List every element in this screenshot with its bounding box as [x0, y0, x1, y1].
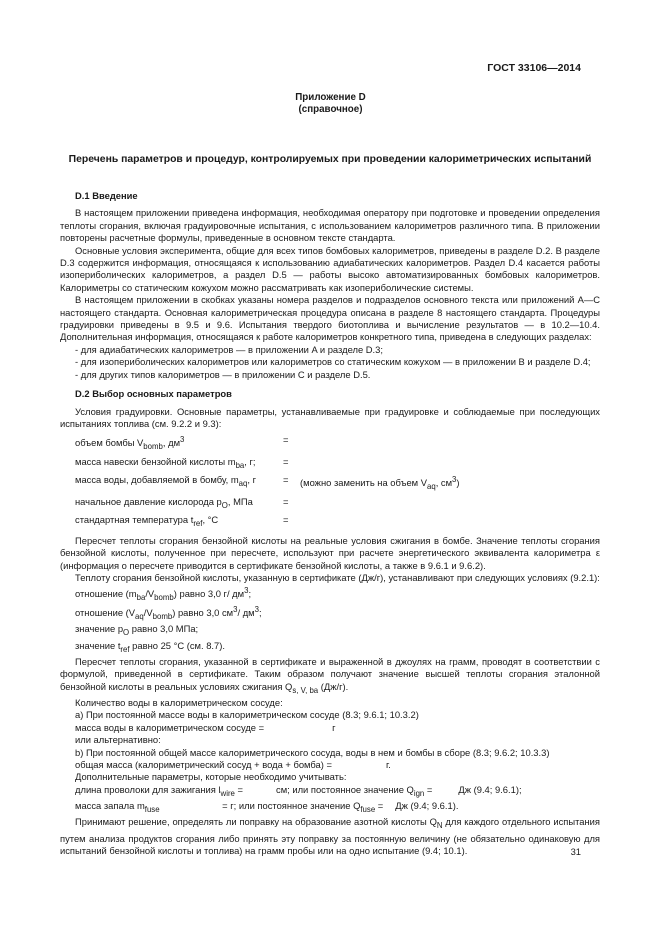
paragraph: Количество воды в калориметрическом сосуде:	[75, 697, 283, 708]
parameter-row: объем бомбы $V_{bomb}$, $дм^3$ =	[75, 434, 289, 452]
parameter-row: масса воды, добавляемой в бомбу, $m_{aq}$, г = (можно заменить на объем $V_{aq}$, $см^3$)	[75, 474, 460, 492]
paragraph: Условия градуировки. Основные параметры, устанавливаемые при градуировке и соблюдаемые при последующих испытаниях топлива (см. 9.2.2 и 9.3):	[60, 405, 600, 429]
list-item: - для адиабатических калориметров — в приложении A и разделе D.3;	[75, 343, 383, 355]
standard-id: ГОСТ 33106—2014	[487, 62, 581, 74]
list-item: - для изопериболических калориметров или калориметров со статическим кожухом — в приложении B и разделе D.4;	[75, 356, 591, 368]
section-heading-d1: D.1 Введение	[75, 190, 138, 201]
extra-params-label: Дополнительные параметры, которые необходимо учитывать:	[75, 771, 347, 783]
parameter-row: масса навески бензойной кислоты $m_{ba}$, г; =	[75, 455, 289, 470]
page-number: 31	[570, 846, 581, 857]
paragraph: Принимают решение, определять ли поправку на образование азотной кислоты $Q_N$ для каждого отдельного испытания путем анализа продуктов сгорания либо принять эту поправку за постоянную величину (не обязательно одинаковую для испытаний бензойной кислоты и топлива) на грамм пробы или на одно испытание (9.4; 10.1).	[60, 816, 600, 857]
condition-line: значение $p_O$ равно 3,0 МПа;	[75, 623, 199, 638]
option-b-mass: общая масса (калориметрический сосуд + вода + бомба) = г.	[75, 759, 391, 771]
parameter-table	[75, 433, 460, 532]
paragraph: Теплоту сгорания бензойной кислоты, указанную в сертификате (Дж/г), устанавливают при следующих условиях (9.2.1):	[75, 572, 600, 584]
annex-title: Приложение D	[295, 92, 366, 103]
parameter-row: стандартная температура $t_{ref}$, °C =	[75, 514, 289, 529]
condition-line: отношение $(V_{aq}/V_{bomb})$ равно 3,0 $см^3/$ $дм^3$;	[75, 604, 262, 621]
section-heading-d2: D.2 Выбор основных параметров	[75, 388, 232, 400]
paragraph: Основные условия эксперимента, общие для всех типов бомбовых калориметров, приведены в разделе D.2. В разделе D.3 содержится информация, относящаяся к использованию адиабатических калориметров. Раздел D.4 касается работы изопериболических калориметров, а раздел D.5 — работы высоко автоматизированных бомбовых калориметров. Калориметры со статическим кожухом можно рассматривать как изопериболические системы.	[60, 244, 600, 293]
condition-line: значение $t_{ref}$ равно 25 °C (см. 8.7).	[75, 639, 225, 654]
option-a: а) При постоянной массе воды в калориметрическом сосуде (8.3; 9.6.1; 10.3.2)	[75, 709, 419, 721]
fuse-mass-line: масса запала $m_{fuse} = г$; или постоянное значение $Q_{fuse}$ = Дж (9.4; 9.6.1).	[75, 800, 459, 814]
parameter-row: начальное давление кислорода $p_O$, МПа =	[75, 495, 289, 510]
alternative-label: или альтернативно:	[75, 734, 161, 746]
option-a-mass: масса воды в калориметрическом сосуде = г	[75, 721, 336, 733]
paragraph: Пересчет теплоты сгорания бензойной кислоты на реальные условия сжигания в бомбе. Значение теплоты сгорания бензойной кислоты, полученное при пересчете, используют при расчете энергетического эквивалента калориметра ε (информация о пересчете приводится в сертификате бензойной кислоты, а также в 9.6.1 и 9.6.2).	[60, 534, 600, 571]
list-item: - для других типов калориметров — в приложении C и разделе D.5.	[75, 368, 371, 380]
paragraph: В настоящем приложении в скобках указаны номера разделов и подразделов основного текста или приложений A—C настоящего стандарта. Основная калориметрическая процедура описана в разделе 8 настоящего стандарта. Процедуры градуировки приведены в 9.5 и 9.6. Испытания твердого биотоплива и вычисление результатов — в 10.2—10.4. Дополнительная информация, относящаяся к работе калориметров конкретного типа, приведена в следующих разделах:	[60, 294, 600, 343]
paragraph: Пересчет теплоты сгорания, указанной в сертификате и выраженной в джоулях на грамм, проводят в соответствии с формулой, приведенной в сертификате. Таким образом получают значение высшей теплоты сгорания эталонной бензойной кислоты в реальных условиях сжигания $Q_{s, V, ba}$ (Дж/г).	[60, 655, 600, 695]
document-body	[60, 190, 600, 858]
annex-subtitle: (справочное)	[298, 104, 363, 115]
condition-line: отношение $(m_{ba}/V_{bomb})$ равно 3,0 г/ $дм^3$;	[75, 585, 252, 602]
wire-length-line: длина проволоки для зажигания $l_{wire}$ = см; или постоянное значение $Q_{ign}$ = Дж (9.4; 9.6.1);	[75, 783, 522, 798]
main-title: Перечень параметров и процедур, контролируемых при проведении калориметрических испытаний	[68, 154, 592, 165]
paragraph: В настоящем приложении приведена информация, необходимая оператору при подготовке и проведении определения теплоты сгорания, включая градуировочные испытания, с использованием калориметров различного типа. В приложении повторены расчетные формулы, приведенные в основном тексте стандарта.	[60, 207, 600, 244]
option-b: b) При постоянной общей массе калориметрического сосуда, воды в нем и бомбы в сборе (8.3; 9.6.2; 10.3.3)	[75, 746, 550, 758]
